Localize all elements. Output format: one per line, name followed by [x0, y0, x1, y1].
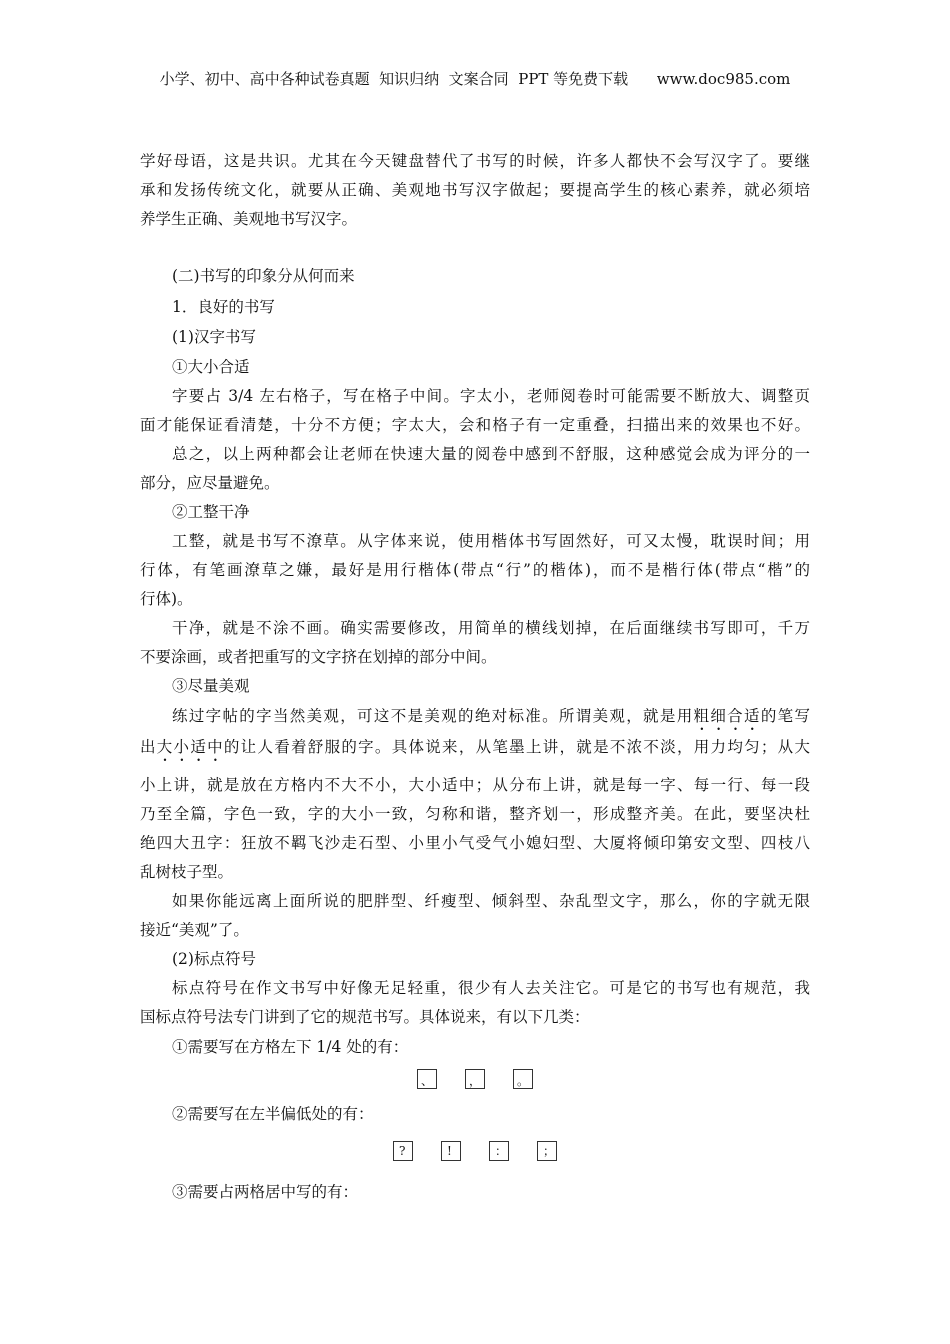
text-line: 国标点符号法专门讲到了它的规范书写。具体说来，有以下几类： — [140, 1008, 590, 1026]
punctuation-box: 、 — [417, 1069, 437, 1089]
text-line: 小上讲，就是放在方格内不大不小，大小适中；从分布上讲，就是每一字、每一行、每一段 — [140, 776, 810, 794]
page-header: 小学、初中、高中各种试卷真题 知识归纳 文案合同 PPT 等免费下载 www.doc985.com — [159, 70, 791, 88]
text-line: 承和发扬传统文化，就要从正确、美观地书写汉字做起；要提高学生的核心素养，就必须培 — [140, 181, 810, 199]
text-line: 总之，以上两种都会让老师在快速大量的阅卷中感到不舒服，这种感觉会成为评分的一 — [172, 445, 810, 463]
text-line: ①需要写在方格左下 1/4 处的有： — [172, 1038, 409, 1056]
text-line: 接近“美观”了。 — [140, 921, 249, 939]
punctuation-box: ； — [537, 1141, 557, 1161]
text-line: ②工整干净 — [172, 503, 250, 521]
punctuation-box: ， — [465, 1069, 485, 1089]
emphasized-text: 粗细合适 — [693, 707, 761, 725]
text-span: 练过字帖的字当然美观，可这不是美观的绝对标准。所谓美观，就是用 — [172, 707, 694, 725]
text-line: 养学生正确、美观地书写汉字。 — [140, 210, 358, 228]
text-line: 部分，应尽量避免。 — [140, 474, 280, 492]
text-line: (2)标点符号 — [172, 950, 256, 968]
text-line: 标点符号在作文书写中好像无足轻重，很少有人去关注它。可是它的书写也有规范，我 — [172, 979, 810, 997]
text-line: 工整，就是书写不潦草。从字体来说，使用楷体书写固然好，可又太慢，耽误时间；用 — [172, 532, 810, 550]
text-line: (1)汉字书写 — [172, 328, 256, 346]
text-line: 乃至全篇，字色一致，字的大小一致，匀称和谐，整齐划一，形成整齐美。在此，要坚决杜 — [140, 805, 810, 823]
punctuation-box: ? — [393, 1141, 413, 1161]
text-span: 出 — [140, 738, 157, 756]
text-line: 字要占 3/4 左右格子，写在格子中间。字太小，老师阅卷时可能需要不断放大、调整页 — [172, 387, 810, 405]
punctuation-box: ! — [441, 1141, 461, 1161]
text-line: 行体)。 — [140, 590, 193, 608]
punctuation-box: 。 — [513, 1069, 533, 1089]
text-line: 不要涂画，或者把重写的文字挤在划掉的部分中间。 — [140, 648, 497, 666]
punctuation-boxes — [0, 1141, 950, 1161]
text-line: ③需要占两格居中写的有： — [172, 1183, 359, 1201]
text-line — [140, 705, 810, 727]
text-line: (二)书写的印象分从何而来 — [172, 267, 355, 285]
text-line: ③尽量美观 — [172, 677, 250, 695]
emphasized-text: 大小适中 — [156, 738, 224, 756]
text-span: 的让人看着舒服的字。具体说来，从笔墨上讲，就是不浓不淡，用力均匀；从大 — [223, 738, 810, 756]
text-line: 学好母语，这是共识。尤其在今天键盘替代了书写的时候，许多人都快不会写汉字了。要继 — [140, 152, 810, 170]
punctuation-boxes — [0, 1069, 950, 1089]
punctuation-box: ： — [489, 1141, 509, 1161]
text-span: 的笔写 — [760, 707, 810, 725]
text-line: 乱树枝子型。 — [140, 863, 234, 881]
text-line: 绝四大丑字：狂放不羁飞沙走石型、小里小气受气小媳妇型、大厦将倾印第安文型、四枝八 — [140, 834, 810, 852]
text-line: 行体，有笔画潦草之嫌，最好是用行楷体(带点“行”的楷体)，而不是楷行体(带点“楷”的 — [140, 561, 810, 579]
text-line: 1．良好的书写 — [172, 298, 275, 316]
text-line: 干净，就是不涂不画。确实需要修改，用简单的横线划掉，在后面继续书写即可，千万 — [172, 619, 810, 637]
text-line — [140, 736, 810, 758]
text-line: ①大小合适 — [172, 358, 250, 376]
text-line: 面才能保证看清楚，十分不方便；字太大，会和格子有一定重叠，扫描出来的效果也不好。 — [140, 416, 810, 434]
text-line: ②需要写在左半偏低处的有： — [172, 1105, 374, 1123]
text-line: 如果你能远离上面所说的肥胖型、纤瘦型、倾斜型、杂乱型文字，那么，你的字就无限 — [172, 892, 810, 910]
